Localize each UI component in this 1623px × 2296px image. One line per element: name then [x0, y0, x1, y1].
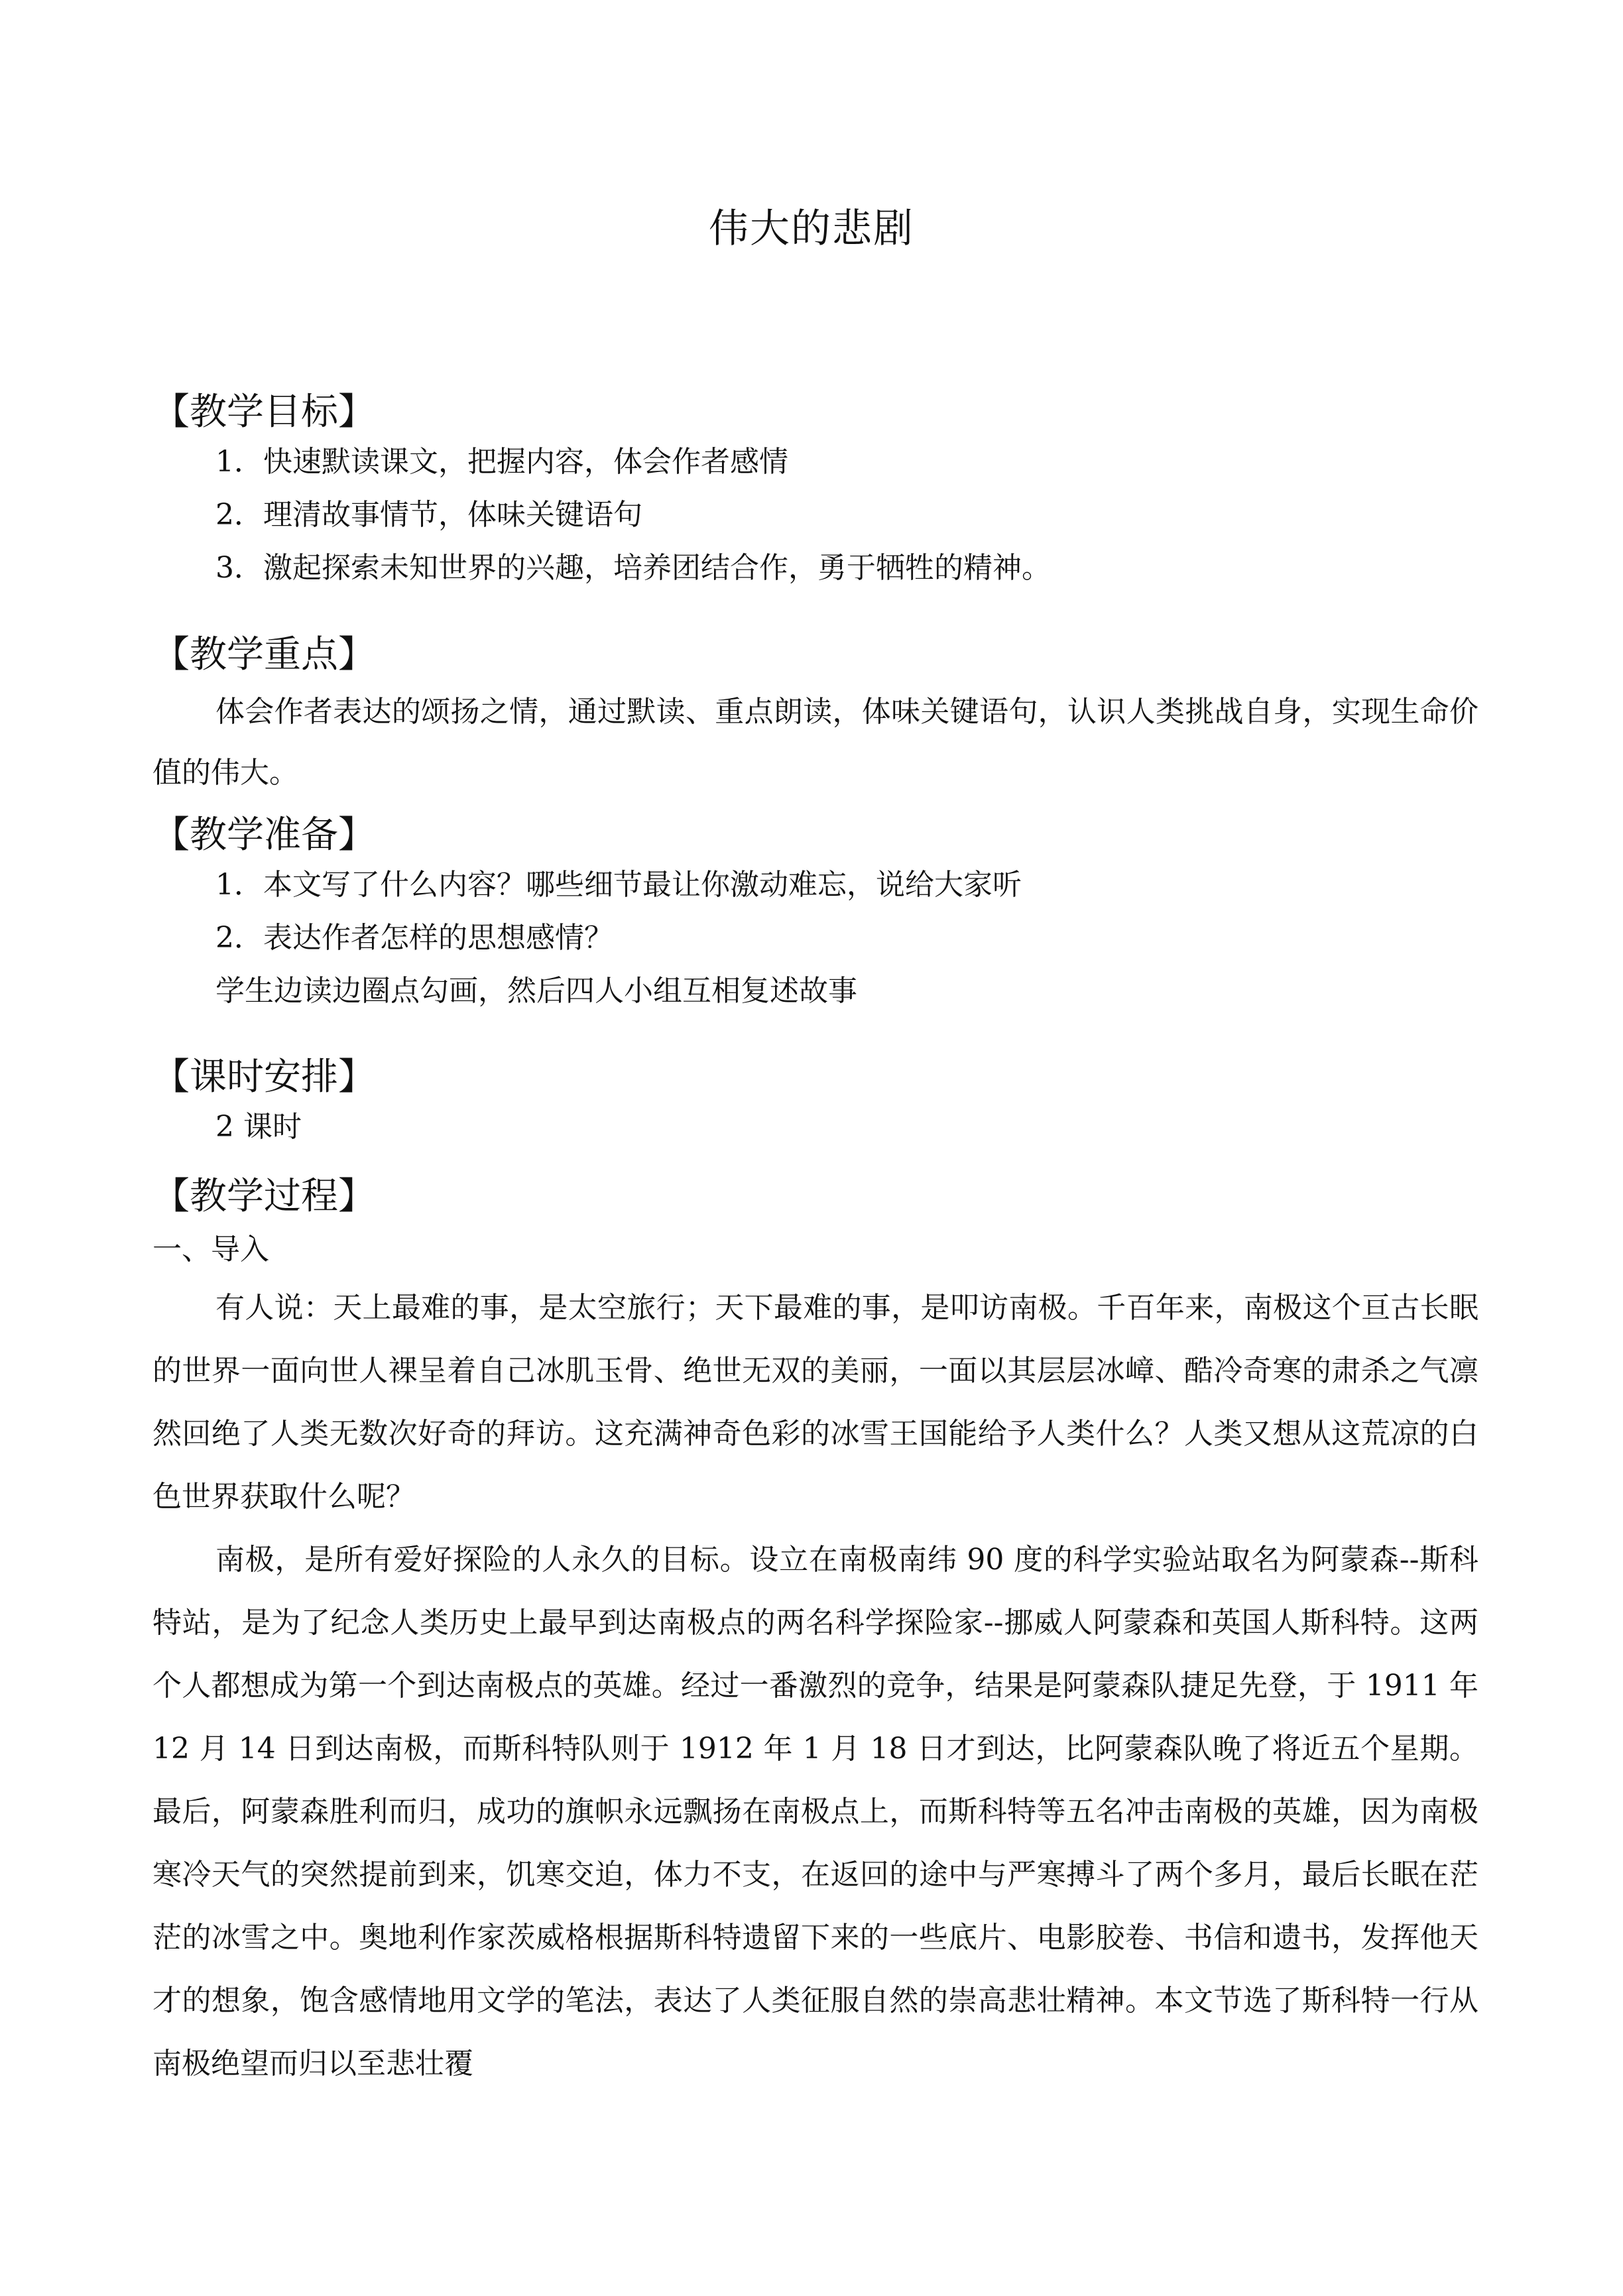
process-subheading: 一、导入 — [152, 1233, 269, 1266]
objective-item-1: 1．快速默读课文，把握内容，体会作者感情 — [215, 445, 788, 479]
objective-item-2: 2．理清故事情节，体味关键语句 — [215, 498, 642, 532]
section-process — [152, 1170, 1478, 2095]
section-heading-key-points: 【教学重点】 — [152, 633, 375, 676]
key-points-text: 体会作者表达的颂扬之情，通过默读、重点朗读，体味关键语句，认识人类挑战自身，实现生命价值的伟大。 — [152, 695, 1478, 790]
section-preparation — [152, 809, 1478, 1014]
process-paragraph-1: 有人说：天上最难的事，是太空旅行；天下最难的事，是叩访南极。千百年来，南极这个亘古长眠的世界一面向世人裸呈着自己冰肌玉骨、绝世无双的美丽，一面以其层层冰嶂、酷冷奇寒的肃杀之气凛然回绝了人类无数次好奇的拜访。这充满神奇色彩的冰雪王国能给予人类什么？人类又想从这荒凉的白色世界获取什么呢？ — [152, 1291, 1478, 1514]
section-heading-schedule: 【课时安排】 — [152, 1056, 375, 1099]
section-heading-objectives: 【教学目标】 — [152, 391, 375, 434]
section-objectives — [152, 386, 1478, 591]
section-schedule — [152, 1051, 1478, 1150]
preparation-item-3: 学生边读边圈点勾画，然后四人小组互相复述故事 — [215, 974, 857, 1008]
preparation-item-1: 1．本文写了什么内容？哪些细节最让你激动难忘，说给大家听 — [215, 868, 1022, 902]
schedule-text: 2 课时 — [215, 1110, 302, 1144]
section-heading-process: 【教学过程】 — [152, 1175, 375, 1218]
preparation-item-2: 2．表达作者怎样的思想感情？ — [215, 921, 613, 955]
section-key-points — [152, 629, 1478, 804]
page-title: 伟大的悲剧 — [709, 206, 914, 252]
section-heading-preparation: 【教学准备】 — [152, 814, 375, 857]
objective-item-3: 3．激起探索未知世界的兴趣，培养团结合作，勇于牺牲的精神。 — [215, 551, 1051, 585]
process-paragraph-2: 南极，是所有爱好探险的人永久的目标。设立在南极南纬 90 度的科学实验站取名为阿蒙森--斯科特站，是为了纪念人类历史上最早到达南极点的两名科学探险家--挪威人阿蒙森和英国人斯科特。这两个人都想成为第一个到达南极点的英雄。经过一番激烈的竞争，结果是阿蒙森队捷足先登，于 1911 年 12 月 14 日到达南极，而斯科特队则于 1912 年 1 月 18 日才到达，比阿蒙森队晚了将近五个星期。最后，阿蒙森胜利而归，成功的旗帜永远飘扬在南极点上，而斯科特等五名冲击南极的英雄，因为南极寒冷天气的突然提前到来，饥寒交迫，体力不支，在返回的途中与严寒搏斗了两个多月，最后长眠在茫茫的冰雪之中。奥地利作家茨威格根据斯科特遗留下来的一些底片、电影胶卷、书信和遗书，发挥他天才的想象，饱含感情地用文学的笔法，表达了人类征服自然的崇高悲壮精神。本文节选了斯科特一行从南极绝望而归以至悲壮覆 — [152, 1543, 1478, 2081]
